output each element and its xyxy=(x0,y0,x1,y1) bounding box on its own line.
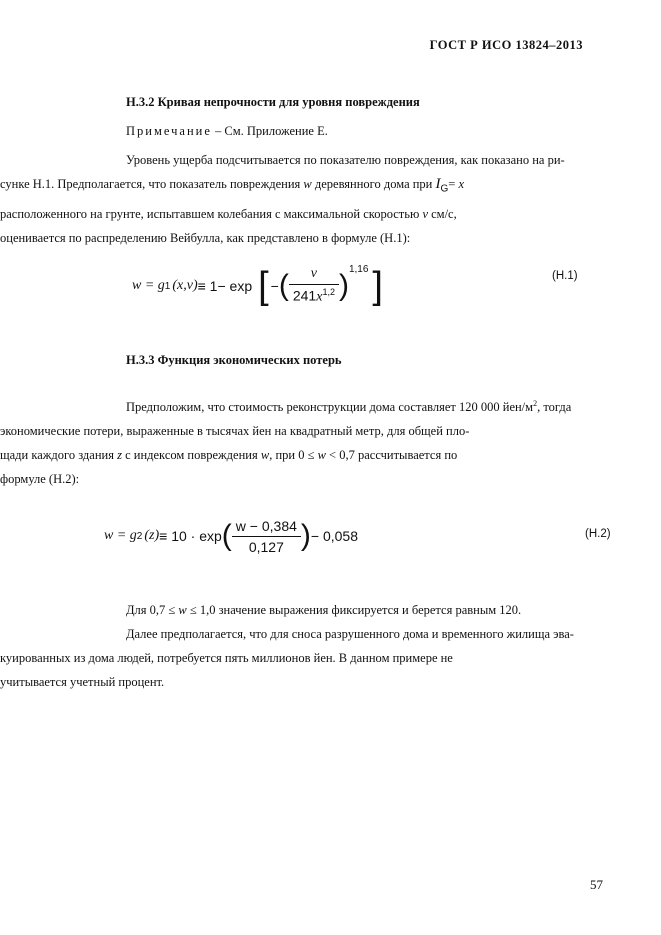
eq2-numerator: w − 0,384 xyxy=(232,518,301,537)
line xyxy=(0,202,614,226)
text: < 0,7 рассчитывается по xyxy=(325,448,458,463)
eq1-right-bracket: ] xyxy=(372,265,383,307)
line: Уровень ущерба подсчитывается по показателю повреждения, как показано на ри- xyxy=(126,153,565,167)
text: сунке Н.1. Предполагается, что показатель повреждения xyxy=(0,177,304,191)
var-w: w xyxy=(303,177,312,191)
eq1-den-exp: 1,2 xyxy=(322,287,335,298)
eq2-lhs: w = g xyxy=(104,528,137,543)
text: деревянного дома при xyxy=(311,177,436,191)
equation-number-h2: (Н.2) xyxy=(585,528,611,540)
eq1-fraction xyxy=(289,266,339,306)
page-number: 57 xyxy=(590,877,603,892)
eq2-left-paren: ( xyxy=(221,519,232,552)
eq2-right-paren: ) xyxy=(300,519,311,552)
var-I: I xyxy=(435,176,441,192)
eq2-fraction xyxy=(232,518,301,555)
section-heading-h32: Н.3.2 Кривая непрочности для уровня повреждения xyxy=(126,95,420,109)
line xyxy=(126,598,614,622)
text: Предположим, что стоимость реконструкции дома составляет 120 000 йен/м xyxy=(126,400,534,415)
eq2-mid: ≡ 10 · exp xyxy=(159,528,222,544)
text: , при 0 ≤ xyxy=(269,448,318,463)
text: , тогда xyxy=(537,400,572,415)
text: щади каждого здания xyxy=(0,448,118,463)
text: ≤ 1,0 значение выражения фиксируется и берется равным 120. xyxy=(186,603,522,617)
text: с индексом повреждения xyxy=(121,448,261,463)
section-heading-h33: Н.3.3 Функция экономических потерь xyxy=(126,353,342,367)
eq1-denominator xyxy=(289,285,339,306)
line xyxy=(126,392,614,419)
eq2-sub: 2 xyxy=(136,530,143,542)
eq2-denominator: 0,127 xyxy=(248,538,284,555)
line: куированных из дома людей, потребуется пять миллионов йен. В данном примере не xyxy=(0,651,453,665)
var-v: v xyxy=(422,206,428,221)
line: Далее предполагается, что для сноса разрушенного дома и временного жилища эва- xyxy=(126,627,574,641)
eq2-args: (z) xyxy=(144,528,160,543)
note-label: Примечание xyxy=(126,124,212,138)
equation-h2 xyxy=(104,511,358,561)
text: = xyxy=(448,177,459,191)
line: оценивается по распределению Вейбулла, как представлено в формуле (Н.1): xyxy=(0,230,411,245)
eq1-mid: ≡ 1− exp xyxy=(197,278,253,294)
line: учитывается учетный процент. xyxy=(0,675,165,689)
equation-h1 xyxy=(132,262,383,310)
text: см/с, xyxy=(428,206,457,221)
note-text: – См. Приложение Е. xyxy=(211,124,328,138)
eq2-tail: − 0,058 xyxy=(310,528,359,544)
var-z: z xyxy=(117,448,122,463)
line: экономические потери, выраженные в тысячах йен на квадратный метр, для общей пло- xyxy=(0,424,470,439)
paragraph-economic-loss xyxy=(0,392,614,491)
sub-G: G xyxy=(440,183,449,195)
line: формуле (Н.2): xyxy=(0,472,80,487)
var-w: w xyxy=(317,448,326,463)
var-x: x xyxy=(458,177,465,191)
equation-number-h1: (Н.1) xyxy=(552,270,578,282)
eq1-den-x: x xyxy=(316,289,323,305)
var-w: w xyxy=(178,603,187,617)
eq1-numerator: v xyxy=(289,266,339,285)
eq1-left-paren: ( xyxy=(278,269,289,302)
eq1-right-paren: ) xyxy=(338,269,349,302)
note xyxy=(126,124,328,139)
eq1-lhs: w = g xyxy=(132,278,165,293)
eq1-den-coef: 241 xyxy=(292,287,317,304)
eq1-args: (x,v) xyxy=(172,278,198,293)
line xyxy=(0,172,614,202)
document-header: ГОСТ Р ИСО 13824–2013 xyxy=(429,38,583,52)
eq1-sub: 1 xyxy=(164,280,171,292)
eq1-outer-exp: 1,16 xyxy=(348,264,369,275)
eq1-left-bracket: [ xyxy=(258,265,269,307)
text: расположенного на грунте, испытавшем колебания с максимальной скоростью xyxy=(0,206,423,221)
paragraph-closing xyxy=(0,598,614,694)
paragraph-damage-level xyxy=(0,148,614,250)
text: Для 0,7 ≤ xyxy=(126,603,179,617)
eq1-minus: − xyxy=(270,278,279,294)
line xyxy=(0,443,614,467)
sup-2: 2 xyxy=(533,399,538,408)
var-w: w xyxy=(260,448,270,463)
